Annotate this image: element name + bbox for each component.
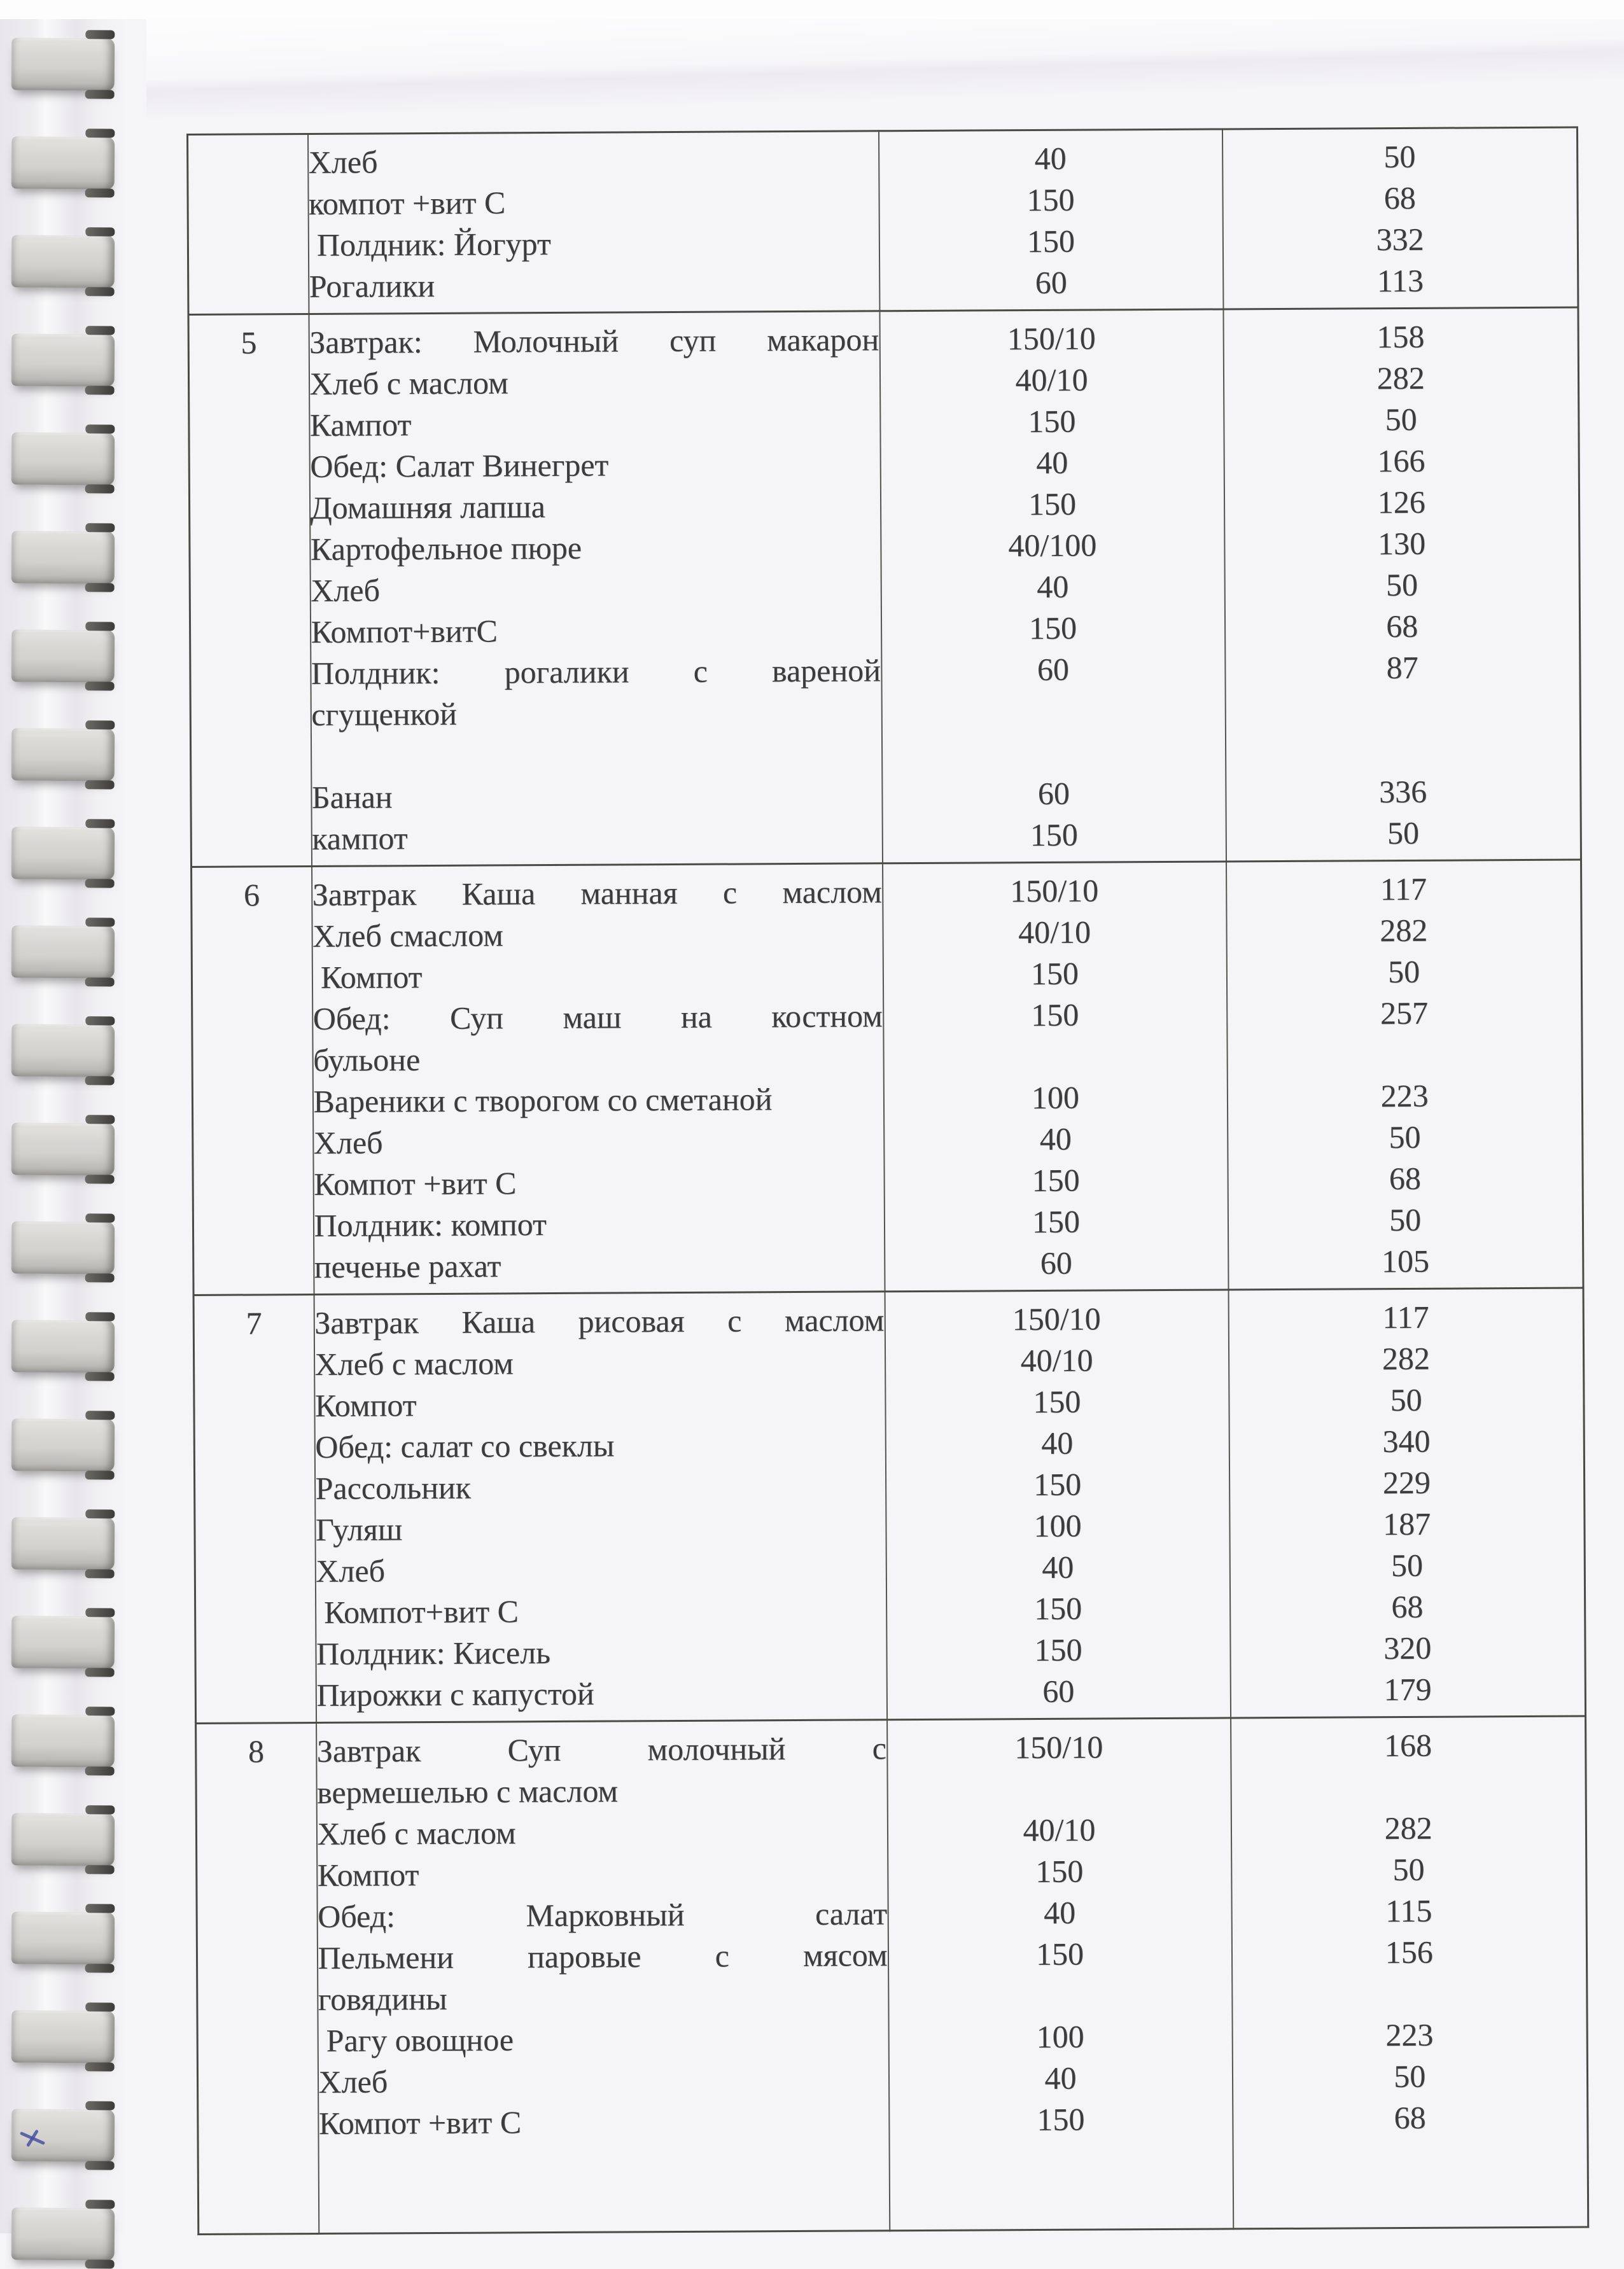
calories-value [1233, 1972, 1586, 2016]
calories-value: 126 [1377, 484, 1425, 520]
portion-value: 40/10 [1018, 914, 1091, 951]
calories-cell [1228, 1288, 1586, 1718]
portion-value: 100 [1036, 2018, 1084, 2055]
meal-cell [309, 311, 883, 867]
calories-value: 257 [1380, 995, 1429, 1031]
meal-line [319, 2141, 888, 2186]
meal-line: Завтрак Каша рисовая с маслом [314, 1302, 885, 1341]
meal-line: сгущенкой [311, 695, 458, 732]
page-top-edge [38, 0, 1624, 127]
calories-value: 50 [1385, 401, 1417, 438]
portion-value: 100 [1033, 1507, 1082, 1544]
portion-value: 150 [1028, 485, 1077, 522]
meal-line: компот +вит С [308, 185, 506, 221]
portion-value: 150 [1032, 1162, 1080, 1199]
portion-value: 150 [1033, 1383, 1081, 1420]
meal-cell [312, 863, 885, 1295]
meal-line: Картофельное пюре [310, 529, 582, 567]
calories-value: 50 [1385, 566, 1418, 603]
menu-day-row [193, 1288, 1585, 1723]
meal-cell [308, 131, 879, 314]
day-number: 7 [246, 1305, 262, 1341]
meal-line: Пирожки с капустой [316, 1675, 594, 1713]
meal-line: Хлеб [311, 572, 381, 608]
meal-line: Компот +вит С [314, 1165, 517, 1202]
portion-value: 60 [1040, 1245, 1072, 1281]
calories-value: 282 [1384, 1810, 1432, 1847]
comb-binding-rail [0, 0, 146, 2233]
calories-value: 130 [1378, 525, 1426, 562]
calories-value: 68 [1391, 1588, 1424, 1625]
meal-line: Компот+вит С [316, 1593, 519, 1630]
meal-line: Полдник: компот [314, 1206, 547, 1243]
portion-value [882, 730, 1224, 774]
binding-strap [11, 1221, 115, 1274]
binding-strap [11, 136, 115, 189]
portion-value: 150 [1028, 403, 1076, 440]
meal-line: Хлеб смаслом [312, 917, 503, 954]
binding-strap [11, 2010, 115, 2063]
meal-line: Обед: салат со свеклы [315, 1427, 615, 1465]
binding-strap [11, 333, 115, 386]
calories-value: 50 [1390, 1381, 1422, 1418]
calories-value: 50 [1389, 1201, 1422, 1238]
meal-line: Компот [317, 1857, 419, 1893]
meal-line [319, 2182, 888, 2227]
meal-line: Гуляш [315, 1511, 403, 1547]
day-cell [188, 314, 312, 867]
menu-day-row [192, 860, 1583, 1295]
portion-value: 40 [1036, 444, 1068, 481]
portion-value: 150 [1035, 1936, 1084, 1972]
calories-value [1233, 2179, 1587, 2223]
calories-value: 229 [1382, 1464, 1431, 1501]
calories-value: 50 [1383, 138, 1416, 175]
meal-line: кампот [312, 820, 408, 856]
portion-value: 150/10 [1010, 872, 1099, 909]
menu-day-row [196, 1716, 1588, 2234]
meal-line: печенье рахат [314, 1248, 501, 1285]
calories-value: 179 [1383, 1671, 1432, 1708]
meal-line: вермешелью с маслом [317, 1773, 619, 1810]
binding-strap [11, 1320, 115, 1372]
portion-value: 150 [1026, 223, 1075, 260]
portion-value [882, 689, 1224, 732]
calories-value: 320 [1383, 1630, 1432, 1666]
calories-value: 50 [1387, 814, 1420, 851]
meal-line: Завтрак Суп молочный с [316, 1730, 886, 1769]
portion-value [890, 2181, 1232, 2224]
calories-cell [1222, 127, 1578, 309]
meal-line: Обед: Суп маш на костном [312, 998, 883, 1037]
meal-line [311, 732, 881, 777]
calories-cell [1231, 1716, 1588, 2229]
meal-line: Банан [311, 779, 393, 815]
portion-value [884, 1035, 1226, 1078]
day-number [188, 142, 307, 184]
menu-day-row [188, 127, 1578, 314]
calories-value: 117 [1380, 870, 1427, 907]
binding-strap [11, 629, 115, 682]
scanner-lid-strip [0, 0, 1624, 19]
portion-value: 40 [1039, 1121, 1072, 1157]
portion-value: 150 [1033, 1466, 1082, 1503]
day-number: 5 [241, 325, 257, 361]
calories-value: 223 [1385, 2016, 1434, 2053]
binding-strap [11, 925, 115, 978]
binding-strap [11, 1714, 115, 1767]
calories-value: 68 [1386, 608, 1418, 645]
portion-value: 40 [1044, 2060, 1077, 2096]
calories-value: 50 [1390, 1547, 1424, 1584]
portion-value: 40 [1037, 568, 1069, 605]
meal-line: Компот+витС [311, 613, 498, 650]
meal-line: Компот [312, 959, 423, 995]
portion-value: 60 [1037, 651, 1070, 688]
portion-value: 150/10 [1012, 1301, 1101, 1337]
meal-line: Компот [314, 1387, 417, 1423]
portion-value: 150/10 [1007, 320, 1096, 357]
calories-value: 158 [1376, 318, 1425, 355]
meal-line: Рассольник [315, 1469, 472, 1506]
day-number: 8 [248, 1733, 265, 1770]
meal-line: Полдник: Йогурт [309, 226, 551, 263]
portion-value: 150/10 [1014, 1729, 1103, 1766]
portion-value: 40/100 [1008, 527, 1097, 564]
day-number: 6 [243, 877, 260, 913]
portion-value: 150 [1030, 816, 1078, 853]
portion-value: 150 [1028, 610, 1077, 646]
calories-value [1233, 2138, 1587, 2181]
portion-value [889, 1974, 1231, 2017]
meal-cell [314, 1292, 887, 1723]
portion-value: 60 [1042, 1673, 1075, 1709]
day-cell [193, 1294, 316, 1723]
meal-line: Пельмени паровые с мясом [318, 1937, 888, 1976]
calories-value: 336 [1379, 773, 1427, 810]
portion-value: 40/10 [1023, 1812, 1096, 1848]
meal-line: Обед: Салат Винегрет [310, 447, 609, 484]
binding-strap [11, 1024, 115, 1077]
portion-value: 40 [1042, 1549, 1074, 1585]
calories-value: 105 [1381, 1243, 1430, 1280]
binding-strap [11, 432, 115, 485]
binding-strap [11, 1122, 115, 1175]
portion-value: 40 [1044, 1894, 1076, 1930]
calories-value: 50 [1394, 2058, 1426, 2095]
calories-value: 117 [1382, 1299, 1429, 1336]
calories-value: 187 [1383, 1505, 1431, 1542]
calories-value: 68 [1394, 2099, 1426, 2136]
day-cell [188, 134, 309, 315]
binding-strap [11, 1813, 115, 1866]
binding-strap [11, 728, 115, 781]
portion-value: 150 [1034, 1631, 1082, 1668]
portion-value [888, 1767, 1230, 1810]
day-cell [196, 1722, 319, 2234]
meal-line: Компот +вит С [318, 2104, 522, 2141]
menu-table [186, 127, 1589, 2235]
calories-value: 223 [1380, 1077, 1429, 1114]
meal-line: Обед: Марковный салат [318, 1895, 888, 1934]
meal-line: Хлеб [308, 144, 378, 180]
portion-value [890, 2139, 1232, 2182]
portion-value: 150 [1035, 1853, 1084, 1890]
calories-value: 168 [1383, 1727, 1432, 1764]
meal-line: Хлеб [318, 2063, 388, 2100]
calories-value: 68 [1383, 179, 1416, 216]
meal-line: бульоне [312, 1042, 421, 1078]
binding-strap [11, 38, 115, 90]
meal-line: Хлеб [316, 1553, 386, 1589]
calories-value: 113 [1376, 262, 1424, 299]
calories-value: 50 [1392, 1851, 1425, 1888]
calories-value: 340 [1382, 1423, 1431, 1460]
portion-cell [878, 129, 1222, 311]
calories-value: 282 [1376, 360, 1425, 396]
meal-line: Завтрак: Молочный суп макарон [309, 321, 879, 360]
meal-line: Хлеб с маслом [309, 365, 508, 401]
calories-value: 332 [1376, 221, 1424, 258]
binding-strap [11, 1911, 115, 1964]
portion-value: 150 [1032, 1203, 1081, 1240]
portion-value: 100 [1031, 1079, 1080, 1116]
meal-line: Кампот [309, 407, 412, 443]
portion-value: 150 [1030, 955, 1079, 992]
portion-cell [883, 862, 1229, 1292]
calories-value [1226, 688, 1579, 731]
calories-value: 115 [1385, 1892, 1432, 1929]
calories-value [1231, 1766, 1585, 1809]
portion-value: 40/10 [1020, 1342, 1093, 1379]
meal-cell [316, 1720, 890, 2234]
calories-cell [1223, 307, 1581, 862]
portion-value: 150 [1026, 181, 1075, 218]
menu-day-row [188, 307, 1581, 867]
calories-value: 50 [1389, 1119, 1421, 1155]
portion-cell [885, 1290, 1231, 1720]
calories-value: 282 [1380, 912, 1428, 949]
portion-cell [887, 1718, 1233, 2231]
binding-strap [11, 2207, 115, 2260]
calories-value [1226, 729, 1579, 772]
binding-strap [11, 531, 115, 583]
meal-line: Вареники с творогом со сметаной [313, 1081, 773, 1119]
calories-value: 156 [1385, 1934, 1433, 1971]
binding-strap [11, 827, 115, 879]
binding-strap [11, 1418, 115, 1471]
meal-line: Полдник: Кисель [316, 1635, 551, 1672]
blue-pen-mark [19, 2125, 46, 2151]
calories-cell [1226, 860, 1584, 1290]
calories-value: 166 [1377, 442, 1425, 479]
portion-value: 40/10 [1015, 361, 1088, 398]
meal-line: Рагу овощное [318, 2021, 514, 2058]
meal-line: Хлеб с маслом [317, 1815, 516, 1852]
portion-value: 60 [1035, 264, 1067, 301]
calories-value: 87 [1386, 649, 1418, 686]
binding-strap [11, 1517, 115, 1570]
day-cell [192, 866, 314, 1295]
meal-line: Домашняя лапша [310, 489, 546, 526]
meal-line: Завтрак Каша манная с маслом [312, 874, 882, 912]
portion-value: 150 [1031, 996, 1079, 1033]
binding-strap [11, 1616, 115, 1668]
meal-line: Хлеб с маслом [314, 1345, 514, 1382]
calories-value [1228, 1033, 1581, 1077]
binding-strap [11, 235, 115, 288]
portion-value: 150 [1037, 2101, 1085, 2138]
meal-line: Полдник: рогалики с вареной [311, 652, 881, 691]
meal-line: Хлеб [313, 1124, 383, 1161]
portion-value: 60 [1037, 775, 1070, 812]
calories-value: 68 [1389, 1160, 1422, 1197]
meal-line: говядины [318, 1980, 447, 2017]
portion-value: 40 [1041, 1425, 1074, 1461]
meal-line: Рогалики [309, 267, 435, 304]
calories-value: 282 [1382, 1340, 1431, 1377]
portion-cell [879, 309, 1226, 863]
calories-value: 50 [1388, 953, 1420, 990]
portion-value: 150 [1034, 1590, 1082, 1627]
portion-value: 40 [1034, 140, 1067, 177]
